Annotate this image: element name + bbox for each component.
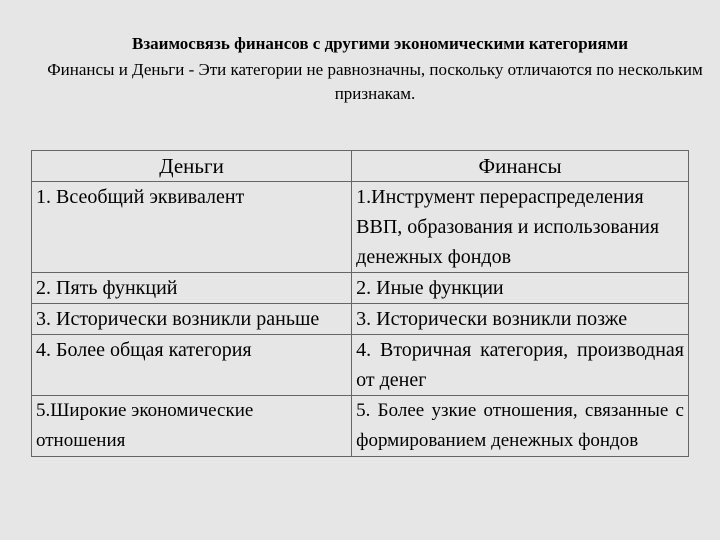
- table-row: [32, 335, 689, 396]
- table-cell: 1.Инструмент перераспределения ВВП, образования и использования денежных фондов: [352, 182, 689, 273]
- table-cell: 4. Вторичная категория, производная от денег: [352, 335, 689, 396]
- page-subtitle: Финансы и Деньги - Эти категории не равнозначны, поскольку отличаются по нескольким признакам.: [47, 60, 703, 103]
- column-header-money: Деньги: [32, 151, 352, 182]
- table-cell: 5. Более узкие отношения, связанные с формированием денежных фондов: [352, 396, 689, 457]
- column-header-finance: Финансы: [352, 151, 689, 182]
- table-cell: 1. Всеобщий эквивалент: [32, 182, 352, 273]
- table-header-row: [32, 151, 689, 182]
- table-cell: 3. Исторически возникли позже: [352, 304, 689, 335]
- comparison-table: [31, 150, 689, 457]
- table-cell: 2. Пять функций: [32, 273, 352, 304]
- table-cell: 4. Более общая категория: [32, 335, 352, 396]
- table-cell: 5.Широкие экономические отношения: [32, 396, 352, 457]
- table-row: [32, 396, 689, 457]
- table-row: [32, 273, 689, 304]
- table-row: [32, 304, 689, 335]
- table-cell: 3. Исторически возникли раньше: [32, 304, 352, 335]
- page-title: Взаимосвязь финансов с другими экономическими категориями: [131, 34, 629, 53]
- table-row: [32, 182, 689, 273]
- table-cell: 2. Иные функции: [352, 273, 689, 304]
